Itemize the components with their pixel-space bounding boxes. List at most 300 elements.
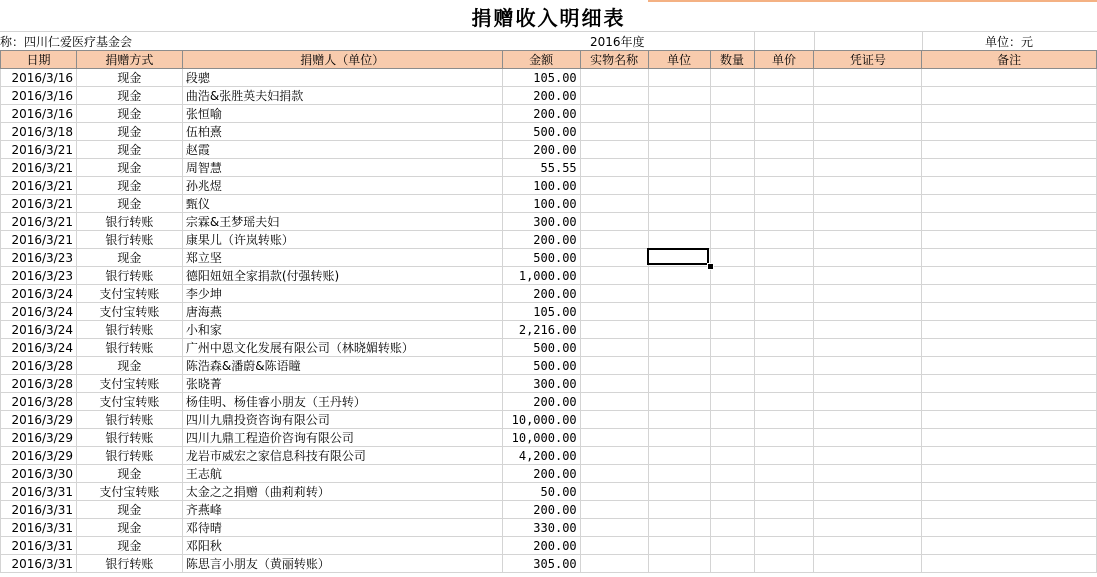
voucher-cell[interactable] [814,411,922,429]
date-cell[interactable]: 2016/3/16 [1,105,77,123]
date-cell[interactable]: 2016/3/31 [1,501,77,519]
item-name-cell[interactable] [580,393,648,411]
year-label[interactable]: 2016年度 [590,35,645,49]
remarks-cell[interactable] [922,411,1097,429]
amount-cell[interactable]: 10,000.00 [502,411,580,429]
method-cell[interactable]: 银行转账 [76,213,182,231]
voucher-cell[interactable] [814,339,922,357]
date-cell[interactable]: 2016/3/31 [1,537,77,555]
header-unit[interactable]: 单位 [648,51,710,69]
quantity-cell[interactable] [710,213,754,231]
unit-price-cell[interactable] [754,339,814,357]
voucher-cell[interactable] [814,501,922,519]
date-cell[interactable]: 2016/3/29 [1,429,77,447]
method-cell[interactable]: 现金 [76,537,182,555]
remarks-cell[interactable] [922,249,1097,267]
date-cell[interactable]: 2016/3/16 [1,69,77,87]
method-cell[interactable]: 现金 [76,123,182,141]
unit-price-cell[interactable] [754,231,814,249]
method-cell[interactable]: 银行转账 [76,555,182,573]
amount-cell[interactable]: 10,000.00 [502,429,580,447]
quantity-cell[interactable] [710,231,754,249]
unit-cell[interactable] [648,123,710,141]
donor-cell[interactable]: 小和家 [182,321,502,339]
item-name-cell[interactable] [580,285,648,303]
voucher-cell[interactable] [814,231,922,249]
unit-price-cell[interactable] [754,141,814,159]
remarks-cell[interactable] [922,105,1097,123]
unit-price-cell[interactable] [754,213,814,231]
remarks-cell[interactable] [922,519,1097,537]
amount-cell[interactable]: 300.00 [502,375,580,393]
unit-cell[interactable] [648,357,710,375]
organization-label[interactable]: 称：四川仁爱医疗基金会 [0,35,133,49]
quantity-cell[interactable] [710,339,754,357]
donor-cell[interactable]: 张晓菁 [182,375,502,393]
quantity-cell[interactable] [710,249,754,267]
selected-cell[interactable] [647,248,709,265]
unit-cell[interactable] [648,483,710,501]
method-cell[interactable]: 现金 [76,141,182,159]
item-name-cell[interactable] [580,141,648,159]
fill-handle[interactable] [707,263,714,270]
unit-cell[interactable] [648,447,710,465]
method-cell[interactable]: 现金 [76,501,182,519]
voucher-cell[interactable] [814,87,922,105]
remarks-cell[interactable] [922,537,1097,555]
donor-cell[interactable]: 陈浩森&潘蔚&陈语瞳 [182,357,502,375]
remarks-cell[interactable] [922,213,1097,231]
unit-cell[interactable] [648,555,710,573]
amount-cell[interactable]: 55.55 [502,159,580,177]
unit-price-cell[interactable] [754,555,814,573]
unit-price-cell[interactable] [754,357,814,375]
donor-cell[interactable]: 周智慧 [182,159,502,177]
voucher-cell[interactable] [814,483,922,501]
method-cell[interactable]: 现金 [76,195,182,213]
method-cell[interactable]: 支付宝转账 [76,303,182,321]
method-cell[interactable]: 现金 [76,105,182,123]
unit-cell[interactable] [648,177,710,195]
unit-price-cell[interactable] [754,285,814,303]
item-name-cell[interactable] [580,213,648,231]
unit-cell[interactable] [648,285,710,303]
quantity-cell[interactable] [710,303,754,321]
donor-cell[interactable]: 齐燕峰 [182,501,502,519]
amount-cell[interactable]: 500.00 [502,339,580,357]
quantity-cell[interactable] [710,411,754,429]
quantity-cell[interactable] [710,87,754,105]
item-name-cell[interactable] [580,267,648,285]
donor-cell[interactable]: 张恒喻 [182,105,502,123]
item-name-cell[interactable] [580,105,648,123]
remarks-cell[interactable] [922,195,1097,213]
amount-cell[interactable]: 200.00 [502,393,580,411]
unit-cell[interactable] [648,195,710,213]
remarks-cell[interactable] [922,267,1097,285]
unit-price-cell[interactable] [754,465,814,483]
donor-cell[interactable]: 康果儿（许岚转账） [182,231,502,249]
unit-cell[interactable] [648,267,710,285]
remarks-cell[interactable] [922,501,1097,519]
remarks-cell[interactable] [922,177,1097,195]
item-name-cell[interactable] [580,447,648,465]
item-name-cell[interactable] [580,375,648,393]
item-name-cell[interactable] [580,177,648,195]
header-voucher[interactable]: 凭证号 [814,51,922,69]
item-name-cell[interactable] [580,555,648,573]
date-cell[interactable]: 2016/3/24 [1,339,77,357]
item-name-cell[interactable] [580,123,648,141]
voucher-cell[interactable] [814,519,922,537]
date-cell[interactable]: 2016/3/21 [1,159,77,177]
date-cell[interactable]: 2016/3/30 [1,465,77,483]
donor-cell[interactable]: 李少坤 [182,285,502,303]
quantity-cell[interactable] [710,393,754,411]
item-name-cell[interactable] [580,195,648,213]
date-cell[interactable]: 2016/3/24 [1,321,77,339]
donor-cell[interactable]: 郑立坚 [182,249,502,267]
unit-price-cell[interactable] [754,537,814,555]
unit-cell[interactable] [648,303,710,321]
header-donor[interactable]: 捐赠人（单位） [182,51,502,69]
remarks-cell[interactable] [922,429,1097,447]
date-cell[interactable]: 2016/3/24 [1,285,77,303]
unit-cell[interactable] [648,465,710,483]
remarks-cell[interactable] [922,339,1097,357]
remarks-cell[interactable] [922,303,1097,321]
amount-cell[interactable]: 4,200.00 [502,447,580,465]
method-cell[interactable]: 现金 [76,177,182,195]
date-cell[interactable]: 2016/3/21 [1,231,77,249]
remarks-cell[interactable] [922,159,1097,177]
unit-price-cell[interactable] [754,105,814,123]
table-row [1,411,1097,429]
quantity-cell[interactable] [710,195,754,213]
item-name-cell[interactable] [580,537,648,555]
voucher-cell[interactable] [814,321,922,339]
quantity-cell[interactable] [710,357,754,375]
amount-cell[interactable]: 2,216.00 [502,321,580,339]
amount-cell[interactable]: 50.00 [502,483,580,501]
unit-cell[interactable] [648,213,710,231]
unit-price-cell[interactable] [754,267,814,285]
date-cell[interactable]: 2016/3/29 [1,411,77,429]
item-name-cell[interactable] [580,357,648,375]
unit-cell[interactable] [648,231,710,249]
unit-price-cell[interactable] [754,303,814,321]
item-name-cell[interactable] [580,339,648,357]
quantity-cell[interactable] [710,141,754,159]
unit-price-cell[interactable] [754,177,814,195]
donor-cell[interactable]: 杨佳明、杨佳睿小朋友（王丹转） [182,393,502,411]
quantity-cell[interactable] [710,447,754,465]
unit-price-cell[interactable] [754,123,814,141]
remarks-cell[interactable] [922,483,1097,501]
voucher-cell[interactable] [814,303,922,321]
unit-price-cell[interactable] [754,249,814,267]
unit-cell[interactable] [648,411,710,429]
donor-cell[interactable]: 孙兆煜 [182,177,502,195]
amount-cell[interactable]: 200.00 [502,501,580,519]
remarks-cell[interactable] [922,285,1097,303]
date-cell[interactable]: 2016/3/18 [1,123,77,141]
voucher-cell[interactable] [814,465,922,483]
voucher-cell[interactable] [814,69,922,87]
header-method[interactable]: 捐赠方式 [76,51,182,69]
method-cell[interactable]: 银行转账 [76,321,182,339]
remarks-cell[interactable] [922,555,1097,573]
date-cell[interactable]: 2016/3/24 [1,303,77,321]
method-cell[interactable]: 支付宝转账 [76,393,182,411]
header-remarks[interactable]: 备注 [922,51,1097,69]
remarks-cell[interactable] [922,87,1097,105]
method-cell[interactable]: 现金 [76,87,182,105]
voucher-cell[interactable] [814,285,922,303]
voucher-cell[interactable] [814,267,922,285]
unit-price-cell[interactable] [754,375,814,393]
amount-cell[interactable]: 500.00 [502,249,580,267]
voucher-cell[interactable] [814,105,922,123]
item-name-cell[interactable] [580,69,648,87]
unit-label[interactable]: 单位：元 [985,35,1034,49]
unit-cell[interactable] [648,87,710,105]
quantity-cell[interactable] [710,465,754,483]
item-name-cell[interactable] [580,231,648,249]
amount-cell[interactable]: 200.00 [502,465,580,483]
date-cell[interactable]: 2016/3/21 [1,141,77,159]
item-name-cell[interactable] [580,483,648,501]
voucher-cell[interactable] [814,555,922,573]
voucher-cell[interactable] [814,177,922,195]
unit-price-cell[interactable] [754,429,814,447]
unit-price-cell[interactable] [754,321,814,339]
donor-cell[interactable]: 伍柏熹 [182,123,502,141]
unit-cell[interactable] [648,69,710,87]
unit-price-cell[interactable] [754,195,814,213]
unit-cell[interactable] [648,537,710,555]
item-name-cell[interactable] [580,303,648,321]
amount-cell[interactable]: 200.00 [502,105,580,123]
amount-cell[interactable]: 105.00 [502,303,580,321]
method-cell[interactable]: 现金 [76,357,182,375]
amount-cell[interactable]: 500.00 [502,357,580,375]
donor-cell[interactable]: 曲浩&张胜英夫妇捐款 [182,87,502,105]
donor-cell[interactable]: 广州中恩文化发展有限公司（林晓媚转账） [182,339,502,357]
voucher-cell[interactable] [814,213,922,231]
unit-price-cell[interactable] [754,393,814,411]
quantity-cell[interactable] [710,429,754,447]
donor-cell[interactable]: 段骢 [182,69,502,87]
amount-cell[interactable]: 100.00 [502,177,580,195]
voucher-cell[interactable] [814,123,922,141]
header-item-name[interactable]: 实物名称 [580,51,648,69]
method-cell[interactable]: 现金 [76,249,182,267]
remarks-cell[interactable] [922,465,1097,483]
method-cell[interactable]: 现金 [76,159,182,177]
quantity-cell[interactable] [710,285,754,303]
amount-cell[interactable]: 500.00 [502,123,580,141]
donor-cell[interactable]: 德阳妞妞全家捐款(付强转账) [182,267,502,285]
amount-cell[interactable]: 200.00 [502,285,580,303]
item-name-cell[interactable] [580,429,648,447]
voucher-cell[interactable] [814,375,922,393]
amount-cell[interactable]: 300.00 [502,213,580,231]
date-cell[interactable]: 2016/3/29 [1,447,77,465]
remarks-cell[interactable] [922,375,1097,393]
donor-cell[interactable]: 邓待晴 [182,519,502,537]
unit-price-cell[interactable] [754,483,814,501]
unit-cell[interactable] [648,141,710,159]
quantity-cell[interactable] [710,105,754,123]
donor-cell[interactable]: 四川九鼎工程造价咨询有限公司 [182,429,502,447]
voucher-cell[interactable] [814,357,922,375]
donor-cell[interactable]: 太金之之捐赠（曲莉莉转） [182,483,502,501]
unit-cell[interactable] [648,321,710,339]
amount-cell[interactable]: 200.00 [502,87,580,105]
remarks-cell[interactable] [922,123,1097,141]
item-name-cell[interactable] [580,159,648,177]
donor-cell[interactable]: 邓阳秋 [182,537,502,555]
item-name-cell[interactable] [580,249,648,267]
unit-price-cell[interactable] [754,69,814,87]
method-cell[interactable]: 现金 [76,465,182,483]
method-cell[interactable]: 银行转账 [76,339,182,357]
date-cell[interactable]: 2016/3/21 [1,213,77,231]
quantity-cell[interactable] [710,177,754,195]
date-cell[interactable]: 2016/3/28 [1,357,77,375]
date-cell[interactable]: 2016/3/23 [1,267,77,285]
donor-cell[interactable]: 赵霞 [182,141,502,159]
amount-cell[interactable]: 200.00 [502,141,580,159]
date-cell[interactable]: 2016/3/28 [1,393,77,411]
method-cell[interactable]: 支付宝转账 [76,285,182,303]
date-cell[interactable]: 2016/3/21 [1,177,77,195]
unit-price-cell[interactable] [754,411,814,429]
method-cell[interactable]: 银行转账 [76,429,182,447]
quantity-cell[interactable] [710,537,754,555]
header-date[interactable]: 日期 [1,51,77,69]
remarks-cell[interactable] [922,357,1097,375]
quantity-cell[interactable] [710,555,754,573]
item-name-cell[interactable] [580,519,648,537]
unit-price-cell[interactable] [754,447,814,465]
date-cell[interactable]: 2016/3/21 [1,195,77,213]
quantity-cell[interactable] [710,123,754,141]
donor-cell[interactable]: 唐海燕 [182,303,502,321]
unit-price-cell[interactable] [754,159,814,177]
quantity-cell[interactable] [710,159,754,177]
voucher-cell[interactable] [814,537,922,555]
unit-cell[interactable] [648,375,710,393]
table-row [1,321,1097,339]
amount-cell[interactable]: 200.00 [502,231,580,249]
item-name-cell[interactable] [580,501,648,519]
unit-price-cell[interactable] [754,87,814,105]
remarks-cell[interactable] [922,321,1097,339]
method-cell[interactable]: 现金 [76,519,182,537]
date-cell[interactable]: 2016/3/28 [1,375,77,393]
voucher-cell[interactable] [814,249,922,267]
date-cell[interactable]: 2016/3/31 [1,519,77,537]
unit-cell[interactable] [648,501,710,519]
header-amount[interactable]: 金额 [502,51,580,69]
voucher-cell[interactable] [814,429,922,447]
item-name-cell[interactable] [580,87,648,105]
amount-cell[interactable]: 305.00 [502,555,580,573]
header-quantity[interactable]: 数量 [710,51,754,69]
donor-cell[interactable]: 宗霖&王梦瑶夫妇 [182,213,502,231]
voucher-cell[interactable] [814,159,922,177]
sheet-title[interactable]: 捐赠收入明细表 [471,6,626,30]
unit-cell[interactable] [648,519,710,537]
date-cell[interactable]: 2016/3/31 [1,483,77,501]
date-cell[interactable]: 2016/3/31 [1,555,77,573]
donor-cell[interactable]: 陈思言小朋友（黄丽转账） [182,555,502,573]
unit-cell[interactable] [648,339,710,357]
amount-cell[interactable]: 105.00 [502,69,580,87]
unit-price-cell[interactable] [754,501,814,519]
amount-cell[interactable]: 200.00 [502,537,580,555]
method-cell[interactable]: 银行转账 [76,447,182,465]
remarks-cell[interactable] [922,393,1097,411]
voucher-cell[interactable] [814,195,922,213]
unit-cell[interactable] [648,393,710,411]
quantity-cell[interactable] [710,375,754,393]
table-row [1,555,1097,573]
method-cell[interactable]: 银行转账 [76,411,182,429]
quantity-cell[interactable] [710,501,754,519]
item-name-cell[interactable] [580,411,648,429]
grid-line [754,31,755,50]
voucher-cell[interactable] [814,447,922,465]
unit-cell[interactable] [648,105,710,123]
method-cell[interactable]: 银行转账 [76,267,182,285]
amount-cell[interactable]: 1,000.00 [502,267,580,285]
unit-cell[interactable] [648,159,710,177]
table-row [1,285,1097,303]
donor-cell[interactable]: 四川九鼎投资咨询有限公司 [182,411,502,429]
unit-price-cell[interactable] [754,519,814,537]
method-cell[interactable]: 支付宝转账 [76,375,182,393]
method-cell[interactable]: 银行转账 [76,231,182,249]
quantity-cell[interactable] [710,267,754,285]
method-cell[interactable]: 支付宝转账 [76,483,182,501]
remarks-cell[interactable] [922,447,1097,465]
voucher-cell[interactable] [814,141,922,159]
unit-cell[interactable] [648,429,710,447]
quantity-cell[interactable] [710,69,754,87]
donor-cell[interactable]: 龙岩市威宏之家信息科技有限公司 [182,447,502,465]
method-cell[interactable]: 现金 [76,69,182,87]
date-cell[interactable]: 2016/3/16 [1,87,77,105]
date-cell[interactable]: 2016/3/23 [1,249,77,267]
remarks-cell[interactable] [922,69,1097,87]
donor-cell[interactable]: 甄仪 [182,195,502,213]
amount-cell[interactable]: 330.00 [502,519,580,537]
donor-cell[interactable]: 王志航 [182,465,502,483]
item-name-cell[interactable] [580,465,648,483]
item-name-cell[interactable] [580,321,648,339]
voucher-cell[interactable] [814,393,922,411]
amount-cell[interactable]: 100.00 [502,195,580,213]
quantity-cell[interactable] [710,483,754,501]
quantity-cell[interactable] [710,519,754,537]
header-unit-price[interactable]: 单价 [754,51,814,69]
quantity-cell[interactable] [710,321,754,339]
remarks-cell[interactable] [922,231,1097,249]
remarks-cell[interactable] [922,141,1097,159]
